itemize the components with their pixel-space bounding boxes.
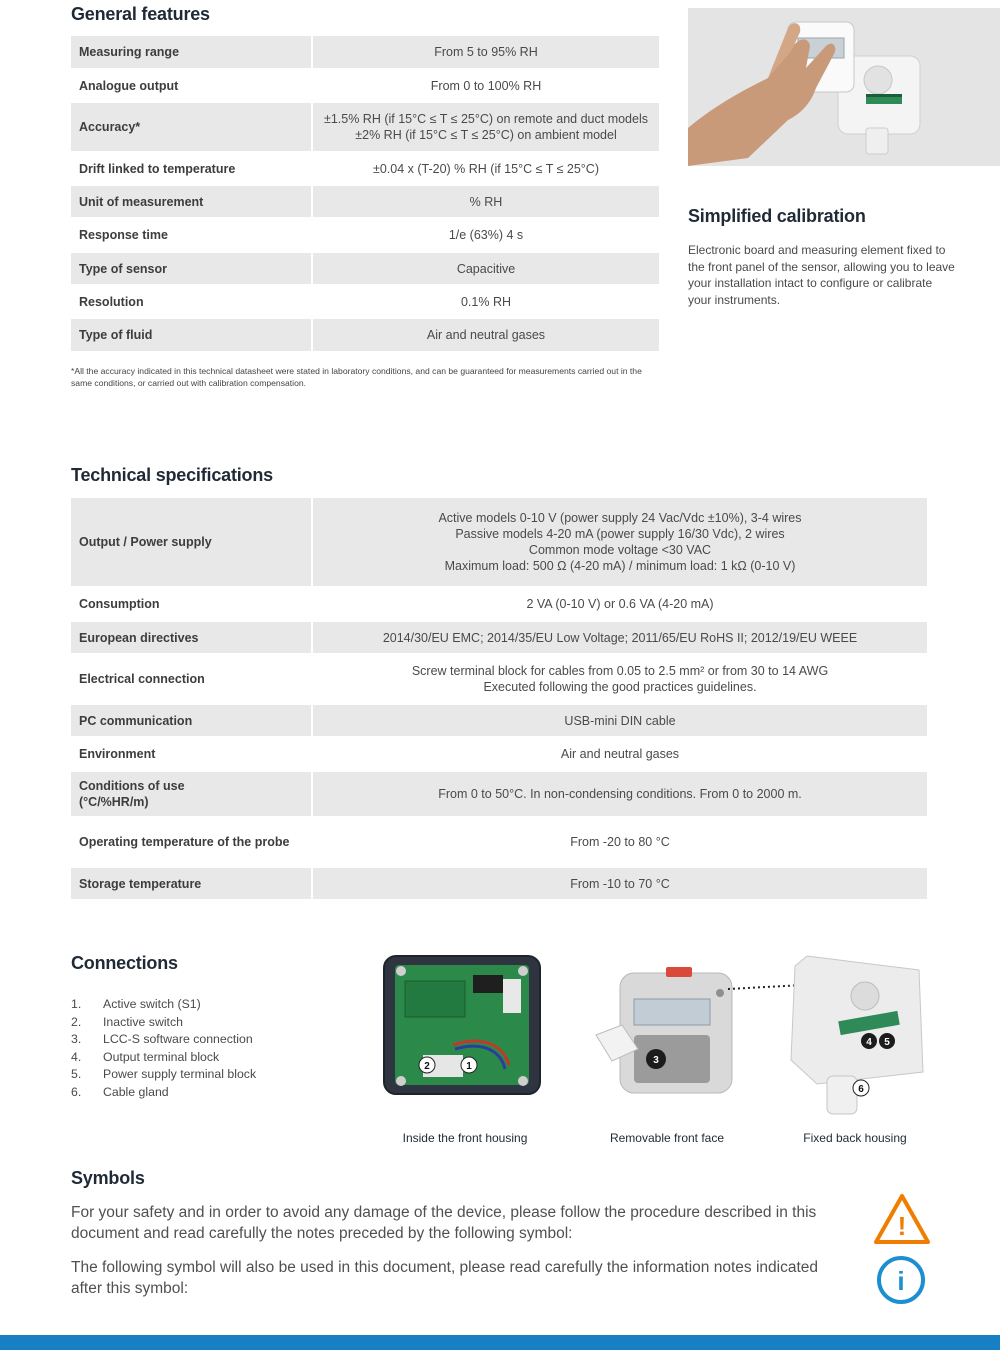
caption-inside-front-housing: Inside the front housing [402, 1131, 528, 1145]
symbols-title: Symbols [71, 1168, 145, 1188]
fixed-back-housing-illustration [787, 952, 927, 1122]
marker-5: 5 [884, 1037, 890, 1048]
tech-spec-label: Environment [71, 738, 311, 772]
marker-1: 1 [466, 1061, 472, 1072]
tech-spec-value: From -20 to 80 °C [311, 818, 927, 868]
general-features-title: General features [71, 4, 210, 24]
footer-bar [0, 1335, 1000, 1350]
connection-item [71, 1066, 256, 1084]
connection-text: Inactive switch [103, 1014, 183, 1029]
tech-spec-row [71, 622, 927, 655]
general-feature-row [71, 153, 659, 186]
general-feature-row [71, 319, 659, 353]
calibration-text: Electronic board and measuring element fixed to the front panel of the sensor, allowing you to leave your installation intact to configure or calibrate your instruments. [688, 243, 955, 307]
marker-4: 4 [866, 1037, 872, 1048]
connection-item [71, 1014, 256, 1032]
tech-spec-row [71, 588, 927, 622]
general-feature-label: Type of sensor [71, 253, 311, 286]
general-feature-value: From 0 to 100% RH [311, 70, 659, 103]
connection-item [71, 1084, 256, 1102]
general-feature-value: Air and neutral gases [311, 319, 659, 353]
tech-spec-row [71, 738, 927, 772]
general-feature-label: Analogue output [71, 70, 311, 103]
tech-spec-row [71, 498, 927, 588]
general-feature-label: Accuracy* [71, 103, 311, 153]
info-circle-icon [876, 1255, 926, 1305]
tech-spec-label: Conditions of use (°C/%HR/m) [71, 772, 311, 818]
general-feature-row [71, 36, 659, 70]
connection-item [71, 1049, 256, 1067]
general-feature-value: ±1.5% RH (if 15°C ≤ T ≤ 25°C) on remote and duct models ±2% RH (if 15°C ≤ T ≤ 25°C) on ambient model [311, 103, 659, 153]
connection-text: Active switch (S1) [103, 997, 201, 1011]
marker-2: 2 [424, 1061, 430, 1072]
info-paragraph: The following symbol will also be used in this document, please read carefully the information notes indicated after this symbol: [71, 1259, 818, 1297]
accuracy-footnote: *All the accuracy indicated in this technical datasheet were stated in laboratory conditions, and can be guaranteed for measurements carried out in the same conditions, or carried out with calibration compensation. [71, 366, 642, 388]
connection-number: 1. [71, 997, 82, 1011]
connection-text: Power supply terminal block [103, 1067, 257, 1082]
tech-spec-value: Active models 0-10 V (power supply 24 Vac/Vdc ±10%), 3-4 wires Passive models 4-20 mA (power supply 16/30 Vdc), 2 wires Common mode voltage <30 VAC Maximum load: 500 Ω (4-20 mA) / minimum load: 1 kΩ (0-10 V) [311, 498, 927, 588]
connection-text: Output terminal block [103, 1049, 220, 1064]
general-feature-label: Drift linked to temperature [71, 153, 311, 186]
tech-spec-row [71, 868, 927, 901]
connection-number: 2. [71, 1014, 82, 1029]
connection-text: Cable gland [103, 1084, 169, 1099]
tech-spec-value: 2 VA (0-10 V) or 0.6 VA (4-20 mA) [311, 588, 927, 622]
general-feature-row [71, 186, 659, 219]
connection-number: 6. [71, 1084, 82, 1099]
calibration-title: Simplified calibration [688, 206, 866, 226]
general-feature-label: Response time [71, 219, 311, 253]
tech-spec-value: From 0 to 50°C. In non-condensing conditions. From 0 to 2000 m. [311, 772, 927, 818]
general-feature-value: Capacitive [311, 253, 659, 286]
calibration-photo [688, 8, 1000, 166]
tech-spec-value: Air and neutral gases [311, 738, 927, 772]
connections-list [71, 996, 256, 1102]
general-feature-value: 1/e (63%) 4 s [311, 219, 659, 253]
connection-number: 3. [71, 1032, 82, 1047]
tech-spec-value: From -10 to 70 °C [311, 868, 927, 901]
marker-6: 6 [858, 1084, 864, 1095]
connection-item [71, 1031, 256, 1049]
warning-paragraph: For your safety and in order to avoid any damage of the device, please follow the procedure described in this document and read carefully the notes preceded by the following symbol: [71, 1204, 817, 1242]
general-feature-label: Measuring range [71, 36, 311, 70]
general-features-table [71, 36, 659, 353]
caption-fixed-back-housing: Fixed back housing [803, 1131, 907, 1145]
technical-specifications-title: Technical specifications [71, 465, 273, 485]
tech-spec-row [71, 818, 927, 868]
tech-spec-row [71, 705, 927, 738]
connection-text: LCC-S software connection [103, 1032, 253, 1047]
tech-spec-label: PC communication [71, 705, 311, 738]
hand-holding-sensor-illustration [688, 8, 1000, 166]
tech-spec-label: Consumption [71, 588, 311, 622]
general-feature-value: ±0.04 x (T-20) % RH (if 15°C ≤ T ≤ 25°C) [311, 153, 659, 186]
removable-front-face-illustration [590, 965, 740, 1115]
technical-specifications-table [71, 498, 927, 901]
tech-spec-label: Operating temperature of the probe [71, 818, 311, 868]
tech-spec-value: 2014/30/EU EMC; 2014/35/EU Low Voltage; 2011/65/EU RoHS II; 2012/19/EU WEEE [311, 622, 927, 655]
tech-spec-label: European directives [71, 622, 311, 655]
tech-spec-value: Screw terminal block for cables from 0.05 to 2.5 mm² or from 30 to 14 AWG Executed following the good practices guidelines. [311, 655, 927, 705]
tech-spec-label: Output / Power supply [71, 498, 311, 588]
general-feature-row [71, 103, 659, 153]
general-feature-value: % RH [311, 186, 659, 219]
tech-spec-label: Electrical connection [71, 655, 311, 705]
warning-triangle-icon [872, 1192, 932, 1246]
general-feature-label: Resolution [71, 286, 311, 319]
general-feature-label: Unit of measurement [71, 186, 311, 219]
general-feature-value: From 5 to 95% RH [311, 36, 659, 70]
tech-spec-label: Storage temperature [71, 868, 311, 901]
general-feature-row [71, 70, 659, 103]
general-feature-label: Type of fluid [71, 319, 311, 353]
caption-removable-front-face: Removable front face [609, 1131, 725, 1145]
general-feature-row [71, 286, 659, 319]
connections-title: Connections [71, 953, 178, 973]
general-feature-row [71, 219, 659, 253]
info-glyph: i [897, 1266, 905, 1296]
connection-item [71, 996, 256, 1014]
tech-spec-value: USB-mini DIN cable [311, 705, 927, 738]
tech-spec-row [71, 772, 927, 818]
general-feature-row [71, 253, 659, 286]
tech-spec-row [71, 655, 927, 705]
marker-3: 3 [653, 1055, 659, 1066]
warning-glyph: ! [897, 1211, 907, 1241]
inside-front-housing-illustration [383, 955, 543, 1097]
connection-number: 4. [71, 1049, 82, 1064]
connection-number: 5. [71, 1067, 82, 1082]
general-feature-value: 0.1% RH [311, 286, 659, 319]
